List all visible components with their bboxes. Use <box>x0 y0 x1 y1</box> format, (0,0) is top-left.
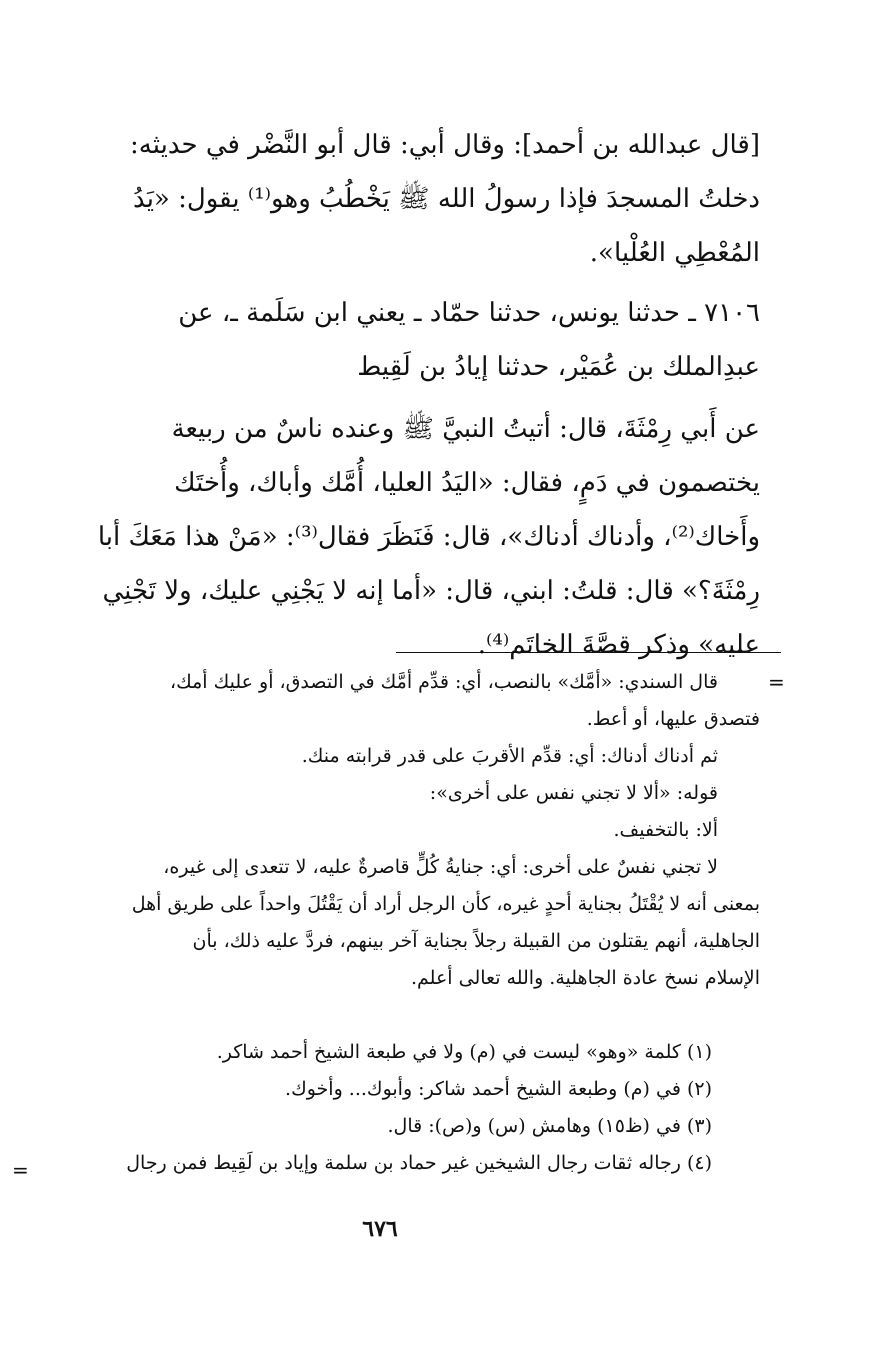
continuation-mark: = <box>12 1158 29 1182</box>
intro-line: دخلتُ المسجدَ فإذا رسولُ الله ﷺ يَخْطُبُ وهو⁽¹⁾ يقول: «يَدُ <box>133 184 760 214</box>
commentary-line: ثم أدناك أدناك: أي: قدِّم الأقربَ على قدر قرابته منك. <box>301 745 718 767</box>
footnotes <box>40 1034 712 1182</box>
hadith-text-line: وأَخاك⁽²⁾، وأدناك أدناك»، قال: فَنَظَرَ فقال⁽³⁾: «مَنْ هذا مَعَكَ أبا <box>97 522 760 552</box>
footnote-2: (٢) في (م) وطبعة الشيخ أحمد شاكر: وأبوك... وأخوك. <box>285 1078 712 1100</box>
footnote-4: (٤) رجاله ثقات رجال الشيخين غير حماد بن سلمة وإياد بن لَقِيط فمن رجال <box>126 1152 712 1174</box>
intro-line: المُعْطِي العُلْيا». <box>589 238 760 268</box>
page-number: ٦٧٦ <box>362 1216 398 1242</box>
commentary-line: ألا: بالتخفيف. <box>613 819 718 841</box>
intro-line: [قال عبدالله بن أحمد]: وقال أبي: قال أبو النَّضْر في حديثه: <box>130 130 760 160</box>
hadith-chain-line: عبدِالملك بن عُمَيْر، حدثنا إيادُ بن لَقِيط <box>357 352 760 382</box>
commentary-line: لا تجني نفسٌ على أخرى: أي: جنايةُ كُلٍّ قاصرةٌ عليه، لا تتعدى إلى غيره، <box>163 856 718 878</box>
hadith-text-line: عليه» وذكر قصَّةَ الخاتَم⁽⁴⁾. <box>477 630 760 660</box>
hadith-text-line: عن أَبي رِمْثَةَ، قال: أتيتُ النبيَّ ﷺ وعنده ناسٌ من ربيعة <box>171 414 760 444</box>
commentary-line: بمعنى أنه لا يُقْتَلُ بجناية أحدٍ غيره، كأن الرجل أراد أن يَقْتُلَ واحداً على طريق أهل <box>131 893 760 915</box>
commentary-line: قوله: «ألا لا تجني نفس على أخرى»: <box>429 782 718 804</box>
main-text <box>40 118 760 672</box>
footnote-3: (٣) في (ظ١٥) وهامش (س) و(ص): قال. <box>387 1115 712 1137</box>
hadith-text-line: رِمْثَةَ؟» قال: قلتُ: ابني، قال: «أما إنه لا يَجْنِي عليك، ولا تَجْنِي <box>102 576 760 606</box>
hadith-chain-line: ٧١٠٦ ـ حدثنا يونس، حدثنا حمّاد ـ يعني ابن سَلَمة ـ، عن <box>178 298 760 328</box>
footnote-1: (١) كلمة «وهو» ليست في (م) ولا في طبعة الشيخ أحمد شاكر. <box>216 1041 712 1063</box>
commentary-line: الجاهلية، أنهم يقتلون من القبيلة رجلاً بجناية آخر بينهم، فردَّ عليه ذلك، بأن <box>192 930 760 952</box>
commentary-line: فتصدق عليها، أو أعط. <box>586 708 760 730</box>
commentary-block <box>48 664 760 997</box>
hadith-text-line: يختصمون في دَمٍ، فقال: «اليَدُ العليا، أُمَّك وأباك، وأُختَك <box>174 468 760 498</box>
continuation-mark: = <box>768 670 785 694</box>
commentary-line: الإسلام نسخ عادة الجاهلية. والله تعالى أعلم. <box>411 967 760 989</box>
footnote-divider <box>396 652 781 653</box>
commentary-line: قال السندي: «أمَّك» بالنصب، أي: قدِّم أمَّك في التصدق، أو عليك أمك، <box>169 671 718 693</box>
